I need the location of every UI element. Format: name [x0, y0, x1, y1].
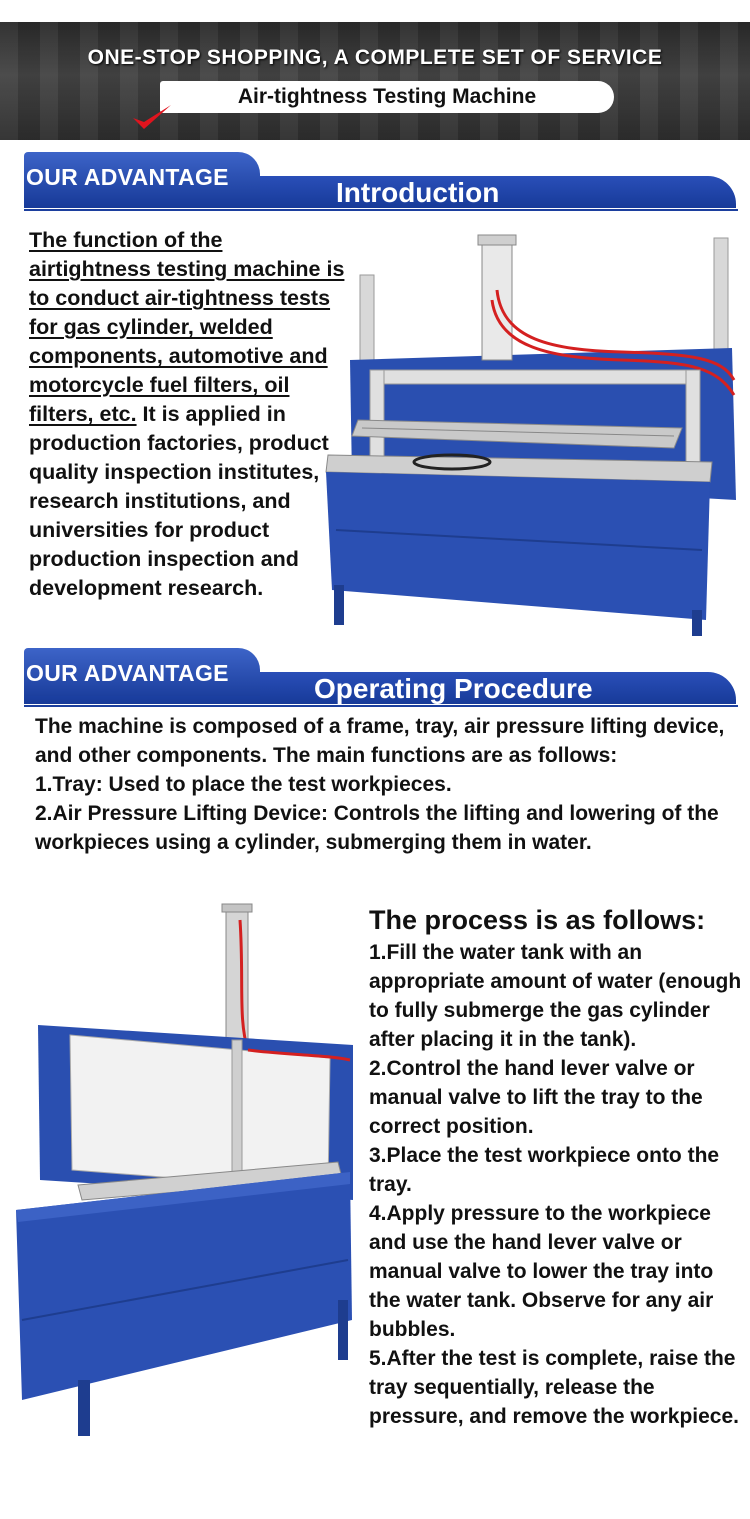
process-step-4: 4.Apply pressure to the workpiece and use the hand lever valve or manual valve to lower the tray into the water tank. Observe for any air bubbles.: [369, 1202, 714, 1341]
operating-intro: The machine is composed of a frame, tray, air pressure lifting device, and other components. The main functions are as follows:: [35, 715, 725, 767]
process-title: The process is as follows:: [369, 905, 706, 935]
operating-description: [35, 712, 735, 857]
intro-underlined-text: The function of the airtightness testing machine is to conduct air-tightness tests for gas cylinder, welded components, automotive and motorcycle fuel filters, oil filters, etc.: [29, 228, 345, 426]
operating-heading: Operating Procedure: [314, 673, 593, 704]
operating-item-1: 1.Tray: Used to place the test workpieces.: [35, 773, 452, 796]
intro-rest-text: It is applied in production factories, product quality inspection institutes, research institutions, and universities for product production inspection and development research.: [29, 402, 329, 600]
machine-image-side: [8, 900, 360, 1440]
top-banner: [0, 22, 750, 140]
process-steps: [369, 938, 749, 1431]
operating-tab-label: OUR ADVANTAGE: [26, 660, 229, 686]
operating-item-2: 2.Air Pressure Lifting Device: Controls the lifting and lowering of the workpieces using a cylinder, submerging them in water.: [35, 802, 719, 854]
intro-tab-label: OUR ADVANTAGE: [26, 164, 229, 190]
intro-paragraph: [29, 226, 345, 603]
process-step-5: 5.After the test is complete, raise the tray sequentially, release the pressure, and remove the workpiece.: [369, 1347, 739, 1428]
process-step-1: 1.Fill the water tank with an appropriate amount of water (enough to fully submerge the gas cylinder after placing it in the tank).: [369, 941, 742, 1051]
machine-image-front: [322, 230, 742, 640]
operating-section-header: [24, 648, 739, 710]
intro-heading: Introduction: [336, 177, 500, 208]
process-step-2: 2.Control the hand lever valve or manual valve to lift the tray to the correct position.: [369, 1057, 703, 1138]
check-icon: [130, 102, 174, 136]
process-step-3: 3.Place the test workpiece onto the tray.: [369, 1144, 720, 1196]
banner-title: ONE-STOP SHOPPING, A COMPLETE SET OF SERVICE: [87, 46, 663, 69]
intro-section-header: [24, 152, 739, 214]
banner-subtitle: Air-tightness Testing Machine: [160, 81, 614, 113]
